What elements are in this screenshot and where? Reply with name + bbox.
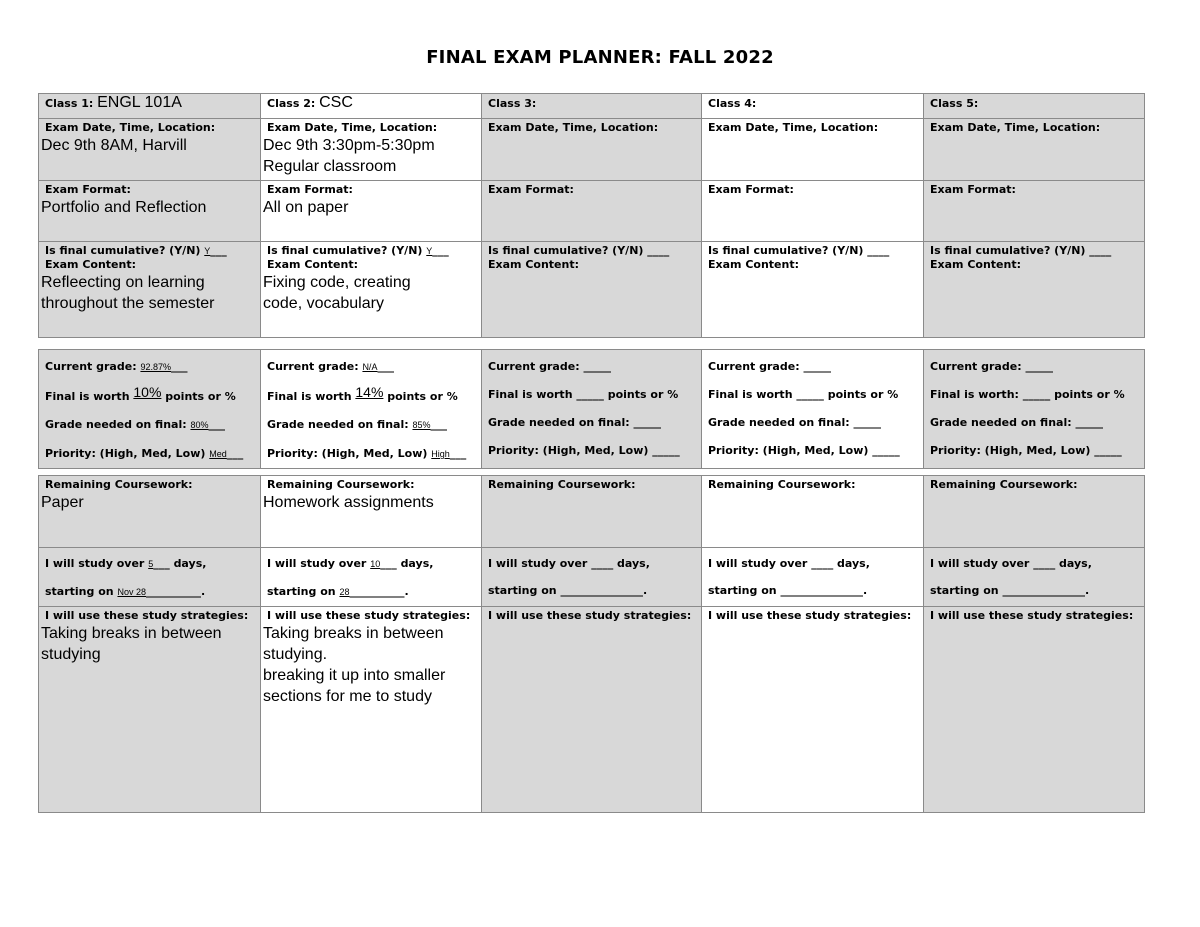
current-grade-label: Current grade: [45,360,137,373]
final-worth-line [708,380,921,408]
exam-date-value[interactable]: Dec 9th 3:30pm-5:30pm [263,137,435,154]
exam-date-cell[interactable] [261,119,482,181]
priority-value[interactable]: _____ [652,444,680,457]
class-label: Class 5: [930,97,979,110]
study-days-cell[interactable] [261,548,482,607]
final-worth-label: Final is worth: [930,388,1019,401]
cumulative-value[interactable]: Y [426,246,433,256]
study-strategies-value[interactable]: Taking breaks in between [263,625,444,642]
exam-format-value[interactable]: All on paper [263,199,349,216]
class-label: Class 1: [45,97,94,110]
study-days-line [930,550,1142,577]
exam-date-cell[interactable] [702,119,924,181]
study-strategies-label: I will use these study strategies: [488,609,692,622]
start-date-label: starting on [708,584,777,597]
cumulative-line [45,244,258,258]
priority-label: Priority: (High, Med, Low) [488,444,649,457]
final-worth-label: Final is worth [45,390,130,403]
exam-format-cell[interactable] [39,181,261,242]
grade-needed-value[interactable]: _____ [1075,416,1103,429]
exam-date-value[interactable]: Regular classroom [263,158,397,175]
start-date-line: starting on 28__________. [267,585,409,598]
exam-format-label: Exam Format: [708,183,794,196]
grade-needed-label: Grade needed on final: [708,416,850,429]
remaining-coursework-label: Remaining Coursework: [45,478,193,491]
priority-line: Priority: (High, Med, Low) High___ [267,447,467,460]
final-worth-label: Final is worth [488,388,573,401]
start-date-label: starting on [930,584,999,597]
start-date-label: starting on [267,585,336,598]
priority-line: Priority: (High, Med, Low) Med___ [45,447,244,460]
cumulative-blank[interactable]: ____ [1089,244,1112,257]
exam-format-label: Exam Format: [45,183,131,196]
exam-format-cell[interactable] [261,181,482,242]
exam-content-label: Exam Content: [267,258,358,271]
study-strategies-cell[interactable] [261,607,482,813]
current-grade-value[interactable]: N/A [362,362,378,372]
final-worth-suffix: points or % [1054,388,1125,401]
start-date-value[interactable]: Nov 28 [117,587,146,597]
study-strategies-value[interactable]: Taking breaks in between [41,625,222,642]
study-days-cell[interactable] [924,548,1145,607]
exam-format-cell[interactable] [702,181,924,242]
start-date-label: starting on [45,585,114,598]
final-worth-value[interactable]: 10% [133,384,162,400]
start-date-line: starting on _______________. [930,584,1090,597]
exam-format-label: Exam Format: [930,183,1016,196]
grade-needed-label: Grade needed on final: [45,418,187,431]
study-days-suffix: days, [400,557,434,570]
current-grade-line: Current grade: 92.87%___ [45,360,188,373]
remaining-coursework-value[interactable]: Paper [41,494,84,511]
start-date-value[interactable]: _______________ [780,584,863,597]
study-strategies-value[interactable]: sections for me to study [263,688,432,705]
current-grade-value[interactable]: _____ [583,360,611,373]
grade-needed-value[interactable]: 80% [190,420,209,430]
final-worth-suffix: points or % [827,388,899,401]
study-days-suffix: days, [1059,557,1092,570]
study-strategies-cell[interactable] [39,607,261,813]
current-grade-label: Current grade: [708,360,800,373]
study-days-suffix: days, [173,557,207,570]
priority-label: Priority: (High, Med, Low) [267,447,428,460]
final-worth-line [45,381,258,410]
cumulative-line [708,244,921,258]
cumulative-label: Is final cumulative? (Y/N) [708,244,864,257]
class-header [708,96,921,111]
start-date-value[interactable]: _______________ [560,584,643,597]
final-worth-label: Final is worth [267,390,352,403]
grade-needed-line: Grade needed on final: 85%___ [267,418,447,431]
class-header-cell[interactable] [924,94,1145,119]
exam-content-cell[interactable] [924,242,1145,338]
exam-content-cell[interactable] [39,242,261,338]
exam-date-label: Exam Date, Time, Location: [930,121,1101,134]
cumulative-blank[interactable]: ___ [432,244,449,257]
remaining-coursework-cell[interactable] [261,476,482,548]
study-days-value[interactable]: ____ [1033,557,1056,570]
final-worth-suffix: points or % [607,388,679,401]
current-grade-value[interactable]: 92.87% [140,362,171,372]
remaining-coursework-cell[interactable] [482,476,702,548]
final-worth-line [488,380,699,408]
study-days-value[interactable]: ____ [811,557,834,570]
priority-label: Priority: (High, Med, Low) [930,444,1091,457]
cumulative-label: Is final cumulative? (Y/N) [267,244,423,257]
exam-content-cell[interactable] [261,242,482,338]
class-label: Class 3: [488,97,537,110]
remaining-coursework-label: Remaining Coursework: [708,478,856,491]
grade-table [38,349,1145,469]
remaining-coursework-cell[interactable] [702,476,924,548]
study-days-line: I will study over 10___ days, [267,557,434,570]
cumulative-blank[interactable]: ___ [210,244,227,257]
final-worth-line [267,381,479,410]
grade-needed-value[interactable]: 85% [412,420,431,430]
study-days-cell[interactable] [702,548,924,607]
priority-line [708,436,921,464]
class-header [488,96,699,111]
grade-cell[interactable] [702,350,924,469]
grade-needed-line [708,408,921,436]
final-worth-suffix: points or % [387,390,458,403]
grade-needed-label: Grade needed on final: [267,418,409,431]
exam-content-value[interactable]: Refleecting on learning [41,274,205,291]
study-days-line: I will study over 5___ days, [45,557,207,570]
priority-value[interactable]: _____ [872,444,900,457]
start-date-line: starting on _______________. [708,584,868,597]
study-days-value[interactable]: 10 [370,559,381,569]
start-date-label: starting on [488,584,557,597]
study-strategies-value[interactable]: studying [41,646,101,663]
study-days-label: I will study over [267,557,367,570]
exam-content-label: Exam Content: [708,258,799,271]
remaining-coursework-value[interactable]: Homework assignments [263,494,434,511]
study-plan-table [38,475,1145,813]
grade-needed-value[interactable]: _____ [633,416,661,429]
final-worth-line [930,380,1142,408]
exam-format-cell[interactable] [924,181,1145,242]
exam-date-cell[interactable] [39,119,261,181]
exam-content-value[interactable]: throughout the semester [41,295,215,312]
study-days-label: I will study over [45,557,145,570]
cumulative-blank[interactable]: ____ [647,244,670,257]
study-days-suffix: days, [837,557,870,570]
priority-line [930,436,1142,464]
exam-date-label: Exam Date, Time, Location: [488,121,659,134]
final-worth-value[interactable]: 14% [355,384,384,400]
study-days-cell[interactable] [482,548,702,607]
exam-content-label: Exam Content: [488,258,579,271]
class-label: Class 4: [708,97,757,110]
exam-date-cell[interactable] [482,119,702,181]
grade-needed-label: Grade needed on final: [488,416,630,429]
remaining-coursework-label: Remaining Coursework: [267,478,415,491]
study-strategies-cell[interactable] [702,607,924,813]
current-grade-label: Current grade: [930,360,1022,373]
cumulative-value[interactable]: Y [204,246,211,256]
study-strategies-cell[interactable] [482,607,702,813]
study-strategies-value[interactable]: studying. [263,646,328,663]
final-worth-label: Final is worth [708,388,793,401]
cumulative-line [267,244,479,258]
start-date-value[interactable]: 28 [339,587,350,597]
grade-needed-line [488,408,699,436]
exam-content-label: Exam Content: [45,258,136,271]
study-strategies-cell[interactable] [924,607,1145,813]
grade-cell[interactable] [39,350,261,469]
class-header [267,96,479,111]
study-strategies-label: I will use these study strategies: [708,609,912,622]
start-date-value[interactable]: _______________ [1002,584,1085,597]
class-header-cell[interactable] [39,94,261,119]
cumulative-line [488,244,699,258]
remaining-coursework-cell[interactable] [924,476,1145,548]
cumulative-label: Is final cumulative? (Y/N) [488,244,644,257]
grade-needed-label: Grade needed on final: [930,416,1072,429]
class-header-cell[interactable] [261,94,482,119]
study-days-label: I will study over [488,557,588,570]
study-strategies-label: I will use these study strategies: [930,609,1134,622]
exam-format-label: Exam Format: [488,183,574,196]
current-grade-line: Current grade: N/A___ [267,360,394,373]
exam-date-label: Exam Date, Time, Location: [267,121,438,134]
priority-value[interactable]: _____ [1094,444,1122,457]
cumulative-blank[interactable]: ____ [867,244,890,257]
start-date-line: starting on _______________. [488,584,648,597]
exam-format-label: Exam Format: [267,183,353,196]
study-days-value[interactable]: 5 [148,559,154,569]
exam-format-value[interactable]: Portfolio and Reflection [41,199,207,216]
priority-value[interactable]: Med [209,449,227,459]
priority-label: Priority: (High, Med, Low) [708,444,869,457]
study-strategies-label: I will use these study strategies: [267,609,471,622]
priority-line [488,436,699,464]
study-days-suffix: days, [617,557,650,570]
study-days-line [488,550,699,577]
cumulative-label: Is final cumulative? (Y/N) [930,244,1086,257]
study-days-cell[interactable] [39,548,261,607]
exam-date-cell[interactable] [924,119,1145,181]
start-date-line: starting on Nov 28__________. [45,585,206,598]
grade-cell[interactable] [261,350,482,469]
final-worth-value[interactable]: _____ [576,388,604,401]
remaining-coursework-label: Remaining Coursework: [930,478,1078,491]
exam-content-cell[interactable] [482,242,702,338]
exam-info-table [38,93,1145,338]
class-header-cell[interactable] [482,94,702,119]
final-worth-suffix: points or % [165,390,236,403]
study-days-label: I will study over [930,557,1030,570]
page-title: FINAL EXAM PLANNER: FALL 2022 [426,47,774,68]
exam-content-cell[interactable] [702,242,924,338]
final-worth-value[interactable]: _____ [1022,388,1051,401]
exam-content-value[interactable]: code, vocabulary [263,295,384,312]
grade-needed-value[interactable]: _____ [853,416,881,429]
current-grade-value[interactable]: _____ [1025,360,1053,373]
study-days-label: I will study over [708,557,808,570]
current-grade-line [930,352,1142,380]
final-worth-value[interactable]: _____ [796,388,824,401]
study-strategies-value[interactable]: breaking it up into smaller [263,667,446,684]
exam-date-label: Exam Date, Time, Location: [45,121,216,134]
current-grade-label: Current grade: [267,360,359,373]
exam-content-label: Exam Content: [930,258,1021,271]
cumulative-line [930,244,1142,258]
current-grade-line [488,352,699,380]
study-days-line [708,550,921,577]
study-days-value[interactable]: ____ [591,557,614,570]
grade-needed-line: Grade needed on final: 80%___ [45,418,225,431]
class-header-cell[interactable] [702,94,924,119]
priority-label: Priority: (High, Med, Low) [45,447,206,460]
exam-format-cell[interactable] [482,181,702,242]
study-strategies-label: I will use these study strategies: [45,609,249,622]
current-grade-line [708,352,921,380]
current-grade-value[interactable]: _____ [803,360,831,373]
class-header [930,96,1142,111]
grade-cell[interactable] [924,350,1145,469]
class-name-value[interactable]: ENGL 101A [97,94,182,111]
class-name-value[interactable]: CSC [319,94,353,111]
cumulative-label: Is final cumulative? (Y/N) [45,244,201,257]
current-grade-label: Current grade: [488,360,580,373]
exam-date-label: Exam Date, Time, Location: [708,121,879,134]
class-header [45,96,258,111]
class-label: Class 2: [267,97,316,110]
remaining-coursework-cell[interactable] [39,476,261,548]
grade-cell[interactable] [482,350,702,469]
grade-needed-line [930,408,1142,436]
priority-value[interactable]: High [431,449,450,459]
remaining-coursework-label: Remaining Coursework: [488,478,636,491]
exam-content-value[interactable]: Fixing code, creating [263,274,411,291]
exam-date-value[interactable]: Dec 9th 8AM, Harvill [41,137,187,154]
